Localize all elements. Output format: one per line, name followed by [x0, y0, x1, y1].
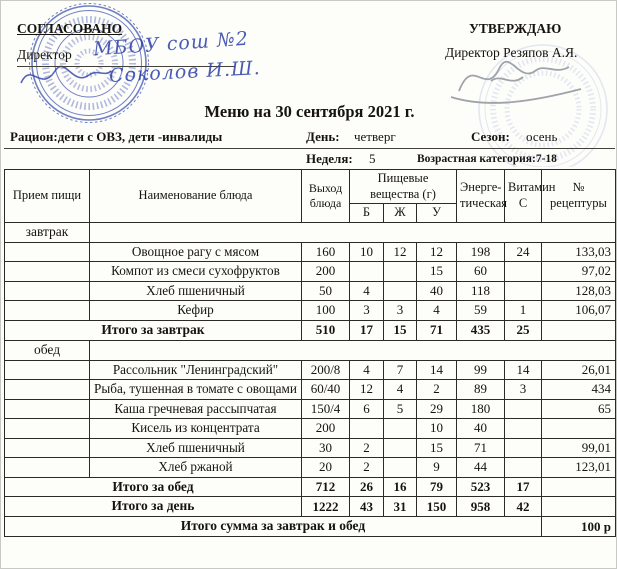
- value-cell: 180: [457, 399, 505, 419]
- meal-column-cell: [5, 242, 90, 262]
- value-cell: 30: [302, 438, 350, 458]
- day-value: четверг: [354, 129, 396, 144]
- handwritten-director-name: Соколов И.Ш.: [108, 57, 262, 87]
- table-row-dish: [5, 380, 616, 400]
- value-cell: 3: [384, 301, 417, 321]
- document-title: Меню на 30 сентября 2021 г.: [204, 102, 415, 121]
- value-cell: [384, 419, 417, 439]
- table-row-dish: [5, 242, 616, 262]
- value-cell: 2: [350, 458, 384, 478]
- value-cell: 9: [417, 458, 457, 478]
- total-value-cell: 712: [302, 477, 350, 497]
- meal-column-cell: [5, 301, 90, 321]
- value-cell: 150/4: [302, 399, 350, 419]
- total-value-cell: 1222: [302, 497, 350, 517]
- dish-name-cell: Рассольник "Ленинградский": [90, 360, 302, 380]
- total-value-cell: 150: [417, 497, 457, 517]
- price-cell: 100 р: [542, 517, 616, 537]
- table-row-dish: [5, 438, 616, 458]
- value-cell: 4: [417, 301, 457, 321]
- value-cell: 3: [350, 301, 384, 321]
- value-cell: 14: [417, 360, 457, 380]
- table-row-grand: [5, 517, 616, 537]
- col-header-vitamin: Витамин С: [505, 170, 542, 223]
- table-row-dish: [5, 399, 616, 419]
- dish-name-cell: Кисель из концентрата: [90, 419, 302, 439]
- table-row-section: [5, 222, 616, 242]
- value-cell: 133,03: [542, 242, 616, 262]
- col-header-energy: Энерге-тическая: [457, 170, 505, 223]
- meal-column-cell: [5, 380, 90, 400]
- meal-column-cell: [5, 438, 90, 458]
- value-cell: 12: [417, 242, 457, 262]
- dish-name-cell: Каша гречневая рассыпчатая: [90, 399, 302, 419]
- dish-name-cell: Хлеб пшеничный: [90, 438, 302, 458]
- dish-name-cell: Хлеб пшеничный: [90, 281, 302, 301]
- value-cell: 99,01: [542, 438, 616, 458]
- age-category: Возрастная категория:7-18: [417, 153, 557, 165]
- menu-table-body: [5, 222, 616, 536]
- total-value-cell: 17: [350, 320, 384, 340]
- total-value-cell: 25: [505, 320, 542, 340]
- total-value-cell: 26: [350, 477, 384, 497]
- week-value: 5: [369, 151, 376, 166]
- value-cell: 5: [384, 399, 417, 419]
- section-empty-cell: [90, 222, 616, 242]
- total-value-cell: 958: [457, 497, 505, 517]
- value-cell: 10: [417, 419, 457, 439]
- value-cell: 24: [505, 242, 542, 262]
- week-label: Неделя:: [306, 151, 353, 166]
- meal-column-cell: [5, 360, 90, 380]
- table-row-dish: [5, 262, 616, 282]
- document-header: [1, 1, 617, 169]
- value-cell: [505, 262, 542, 282]
- table-row-dish: [5, 301, 616, 321]
- value-cell: 40: [457, 419, 505, 439]
- value-cell: 4: [384, 380, 417, 400]
- season-label: Сезон:: [471, 129, 510, 144]
- value-cell: 97,02: [542, 262, 616, 282]
- value-cell: [384, 262, 417, 282]
- value-cell: [505, 281, 542, 301]
- dish-name-cell: Овощное рагу с мясом: [90, 242, 302, 262]
- total-value-cell: 43: [350, 497, 384, 517]
- ration-text: Рацион:дети с ОВЗ, дети -инвалиды: [10, 129, 223, 144]
- meal-column-cell: [5, 419, 90, 439]
- value-cell: [505, 438, 542, 458]
- table-row-dish: [5, 458, 616, 478]
- total-value-cell: 435: [457, 320, 505, 340]
- table-row-dish: [5, 281, 616, 301]
- value-cell: 2: [417, 380, 457, 400]
- value-cell: 65: [542, 399, 616, 419]
- table-row-total: [5, 497, 616, 517]
- table-row-dish: [5, 360, 616, 380]
- total-label-cell: Итого за завтрак: [5, 320, 302, 340]
- col-header-output: Выход блюда: [302, 170, 350, 223]
- table-row-section: [5, 340, 616, 360]
- value-cell: 44: [457, 458, 505, 478]
- value-cell: [542, 419, 616, 439]
- total-value-cell: 17: [505, 477, 542, 497]
- col-header-nutrients: Пищевые вещества (г): [350, 170, 457, 204]
- value-cell: [350, 419, 384, 439]
- value-cell: 15: [417, 438, 457, 458]
- col-header-meal: Прием пищи: [5, 170, 90, 223]
- value-cell: 1: [505, 301, 542, 321]
- value-cell: 10: [350, 242, 384, 262]
- dish-name-cell: Рыба, тушенная в томате с овощами: [90, 380, 302, 400]
- handwritten-school-name: МБОУ сош №2: [92, 27, 250, 61]
- value-cell: 29: [417, 399, 457, 419]
- value-cell: 200: [302, 262, 350, 282]
- meta-row-2: [4, 151, 615, 168]
- meal-section-label: обед: [5, 340, 90, 360]
- total-value-cell: 42: [505, 497, 542, 517]
- value-cell: 6: [350, 399, 384, 419]
- total-value-cell: [542, 477, 616, 497]
- agreed-role-signature-line: Директор: [17, 47, 235, 67]
- col-header-protein: Б: [350, 204, 384, 223]
- menu-table: [4, 169, 616, 537]
- value-cell: [505, 399, 542, 419]
- section-empty-cell: [90, 340, 616, 360]
- value-cell: 50: [302, 281, 350, 301]
- value-cell: 26,01: [542, 360, 616, 380]
- value-cell: 15: [417, 262, 457, 282]
- approved-signature: [451, 62, 581, 103]
- col-header-carbs: У: [417, 204, 457, 223]
- dish-name-cell: Хлеб ржаной: [90, 458, 302, 478]
- value-cell: 4: [350, 281, 384, 301]
- value-cell: 60/40: [302, 380, 350, 400]
- meal-column-cell: [5, 281, 90, 301]
- value-cell: 100: [302, 301, 350, 321]
- table-header-row-1: [5, 170, 616, 204]
- total-value-cell: [542, 320, 616, 340]
- table-row-total: [5, 320, 616, 340]
- total-label-cell: Итого за день: [5, 497, 302, 517]
- total-value-cell: 523: [457, 477, 505, 497]
- value-cell: 20: [302, 458, 350, 478]
- total-value-cell: 71: [417, 320, 457, 340]
- value-cell: 106,07: [542, 301, 616, 321]
- grand-total-label-cell: Итого сумма за завтрак и обед: [5, 517, 542, 537]
- value-cell: 7: [384, 360, 417, 380]
- dish-name-cell: Кефир: [90, 301, 302, 321]
- value-cell: 2: [350, 438, 384, 458]
- value-cell: 200: [302, 419, 350, 439]
- value-cell: [505, 419, 542, 439]
- dish-name-cell: Компот из смеси сухофруктов: [90, 262, 302, 282]
- value-cell: [384, 438, 417, 458]
- value-cell: 198: [457, 242, 505, 262]
- value-cell: 71: [457, 438, 505, 458]
- value-cell: 59: [457, 301, 505, 321]
- table-row-total: [5, 477, 616, 497]
- value-cell: 123,01: [542, 458, 616, 478]
- value-cell: 4: [350, 360, 384, 380]
- meal-column-cell: [5, 399, 90, 419]
- col-header-dish: Наименование блюда: [90, 170, 302, 223]
- value-cell: 200/8: [302, 360, 350, 380]
- total-value-cell: 15: [384, 320, 417, 340]
- total-label-cell: Итого за обед: [5, 477, 302, 497]
- approved-role: Директор Резяпов А.Я.: [445, 45, 578, 60]
- approved-title: УТВЕРЖДАЮ: [469, 21, 562, 36]
- value-cell: 434: [542, 380, 616, 400]
- meal-column-cell: [5, 458, 90, 478]
- meal-column-cell: [5, 262, 90, 282]
- col-header-fat: Ж: [384, 204, 417, 223]
- total-value-cell: 79: [417, 477, 457, 497]
- meta-row-1: [4, 129, 615, 149]
- total-value-cell: 510: [302, 320, 350, 340]
- value-cell: 12: [384, 242, 417, 262]
- day-label: День:: [306, 129, 340, 144]
- value-cell: 3: [505, 380, 542, 400]
- value-cell: [505, 458, 542, 478]
- table-row-dish: [5, 419, 616, 439]
- value-cell: [384, 281, 417, 301]
- season-value: осень: [526, 129, 558, 144]
- value-cell: 40: [417, 281, 457, 301]
- total-value-cell: [542, 497, 616, 517]
- value-cell: 14: [505, 360, 542, 380]
- value-cell: 99: [457, 360, 505, 380]
- total-value-cell: 16: [384, 477, 417, 497]
- value-cell: 12: [350, 380, 384, 400]
- col-header-recipe: № рецептуры: [542, 170, 616, 223]
- value-cell: 160: [302, 242, 350, 262]
- value-cell: 89: [457, 380, 505, 400]
- value-cell: 128,03: [542, 281, 616, 301]
- value-cell: 60: [457, 262, 505, 282]
- total-value-cell: 31: [384, 497, 417, 517]
- value-cell: [350, 262, 384, 282]
- value-cell: [384, 458, 417, 478]
- agreed-title: СОГЛАСОВАНО: [17, 21, 123, 36]
- value-cell: 118: [457, 281, 505, 301]
- meal-section-label: завтрак: [5, 222, 90, 242]
